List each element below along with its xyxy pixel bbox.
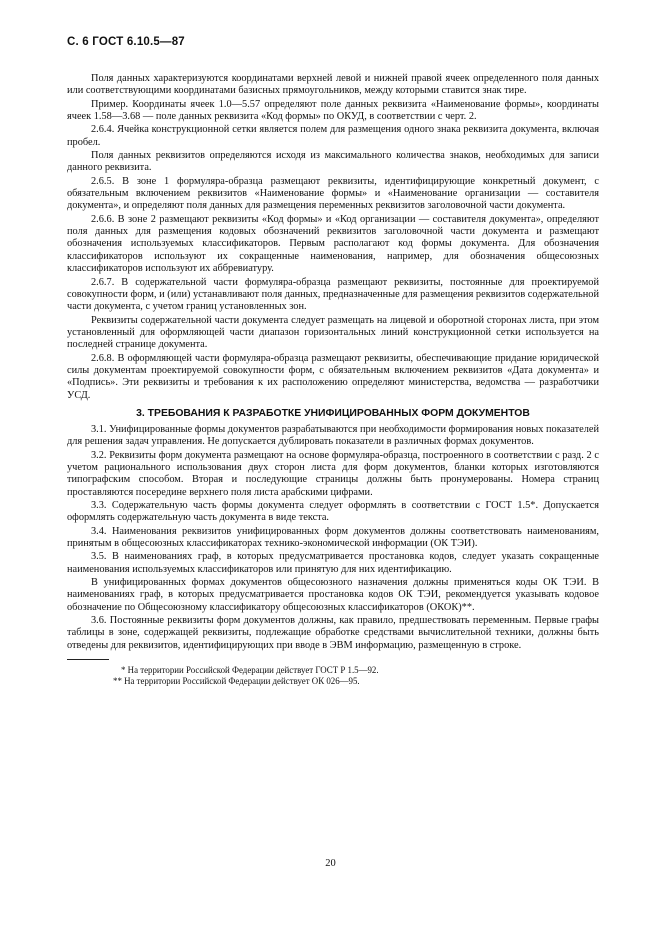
footnote-1: * На территории Российской Федерации действует ГОСТ Р 1.5—92.: [121, 665, 379, 676]
footnote-divider: [67, 659, 109, 660]
paragraph-2-6-5: 2.6.5. В зоне 1 формуляра-образца размещают реквизиты, идентифицирующие конкретный документ, с обязательным включением реквизитов «Наименование формы» и «Наименование организации — составителя документа», и определяют поля данных для размещения переменных реквизитов заголовочной части документа.: [67, 175, 599, 212]
paragraph-3-5: 3.5. В наименованиях граф, в которых предусматривается простановка кодов, следует указать сокращенные наименования используемых классификаторов или принятую для них идентификацию.: [67, 551, 599, 575]
document-body: [67, 73, 599, 687]
paragraph-example: Пример. Координаты ячеек 1.0—5.57 определяют поле данных реквизита «Наименование формы», координаты ячеек 1.58—3.68 — поле данных реквизита «Код формы» по ОКУД, в соответствии с черт. 2.: [67, 98, 599, 123]
paragraph-content-placement: Реквизиты содержательной части документа следует размещать на лицевой и оборотной сторонах листа, при этом установленный для оформляющей части диапазон горизонтальных линий конструкционной сетки используется на последней странице документа.: [67, 314, 599, 351]
paragraph-3-6: 3.6. Постоянные реквизиты форм документов должны, как правило, предшествовать переменным. Первые графы таблицы в зоне, содержащей реквизиты, подлежащие обработке средствами вычислительной техники, должны быть отведены для реквизитов, идентифицирующих при вводе в ЭВМ информацию, размещенную в строке.: [67, 615, 599, 651]
paragraph-2-6-6: 2.6.6. В зоне 2 размещают реквизиты «Код формы» и «Код организации — составителя документа», определяют поля данных для размещения кодовых обозначений реквизитов заголовочной части документа и размещают обозначения используемых классификаторов. Первым располагают код формы документа. Для обозначения классификаторов используют их сокращенные наименования, например, для обозначения общесоюзных классификаторов используют их аббревиатуру.: [67, 213, 599, 275]
paragraph-fields-coordinates: Поля данных характеризуются координатами верхней левой и нижней правой ячеек определенного поля данных или соответствующими координатами базисных прямоугольников, между которыми ставится знак тире.: [67, 73, 599, 97]
footnote-2: ** На территории Российской Федерации действует ОК 026—95.: [113, 676, 360, 687]
running-header: С. 6 ГОСТ 6.10.5—87: [67, 36, 185, 48]
page-number: 20: [325, 858, 336, 869]
paragraph-3-3: 3.3. Содержательную часть формы документа следует оформлять в соответствии с ГОСТ 1.5*. Допускается оформлять содержательную часть документа в виде текста.: [67, 500, 599, 524]
paragraph-3-1: 3.1. Унифицированные формы документов разрабатываются при необходимости формирования новых показателей для решения задач управления. Не допускается дублировать показатели в различных формах документов.: [67, 423, 599, 448]
paragraph-3-4: 3.4. Наименования реквизитов унифицированных форм документов должны соответствовать наименованиям, принятым в общесоюзных классификаторах технико-экономической информации (ОК ТЭИ).: [67, 525, 599, 550]
section-title: 3. ТРЕБОВАНИЯ К РАЗРАБОТКЕ УНИФИЦИРОВАННЫХ ФОРМ ДОКУМЕНТОВ: [136, 407, 530, 419]
paragraph-2-6-8: 2.6.8. В оформляющей части формуляра-образца размещают реквизиты, обеспечивающие придание юридической силы документам проектируемой совокупности форм, с обязательным включением реквизитов «Дата документа» и «Подпись». Эти реквизиты и требования к их расположению определяют министерства, ведомства — разработчики УСД.: [67, 352, 599, 401]
paragraph-3-2: 3.2. Реквизиты форм документа размещают на основе формуляра-образца, построенного в соответствии с разд. 2 с учетом рационального использования двух сторон листа для форм документов, бланки которых изготовляются типографским способом. Вторая и последующие страницы должны быть пронумерованы. Номера страниц проставляются посередине верхнего поля листа арабскими цифрами.: [67, 449, 599, 498]
paragraph-2-6-4: 2.6.4. Ячейка конструкционной сетки является полем для размещения одного знака реквизита документа, включая пробел.: [67, 124, 599, 148]
paragraph-2-6-7: 2.6.7. В содержательной части формуляра-образца размещают реквизиты, постоянные для проектируемой совокупности форм, и (или) устанавливают поля данных, предназначенные для размещения реквизитов содержательной части документа, с учетом границ установленных зон.: [67, 276, 599, 313]
paragraph-ok-tei-codes: В унифицированных формах документов общесоюзного назначения должны применяться коды ОК ТЭИ. В наименованиях граф, в которых предусматривается простановка кодов ОК ТЭИ, рекомендуется указывать кодовое обозначение по Общесоюзному классификатору общесоюзных классификаторов (ОКОК)**.: [67, 577, 599, 613]
paragraph-fields-size: Поля данных реквизитов определяются исходя из максимального количества знаков, необходимых для записи данного реквизита.: [67, 150, 599, 174]
